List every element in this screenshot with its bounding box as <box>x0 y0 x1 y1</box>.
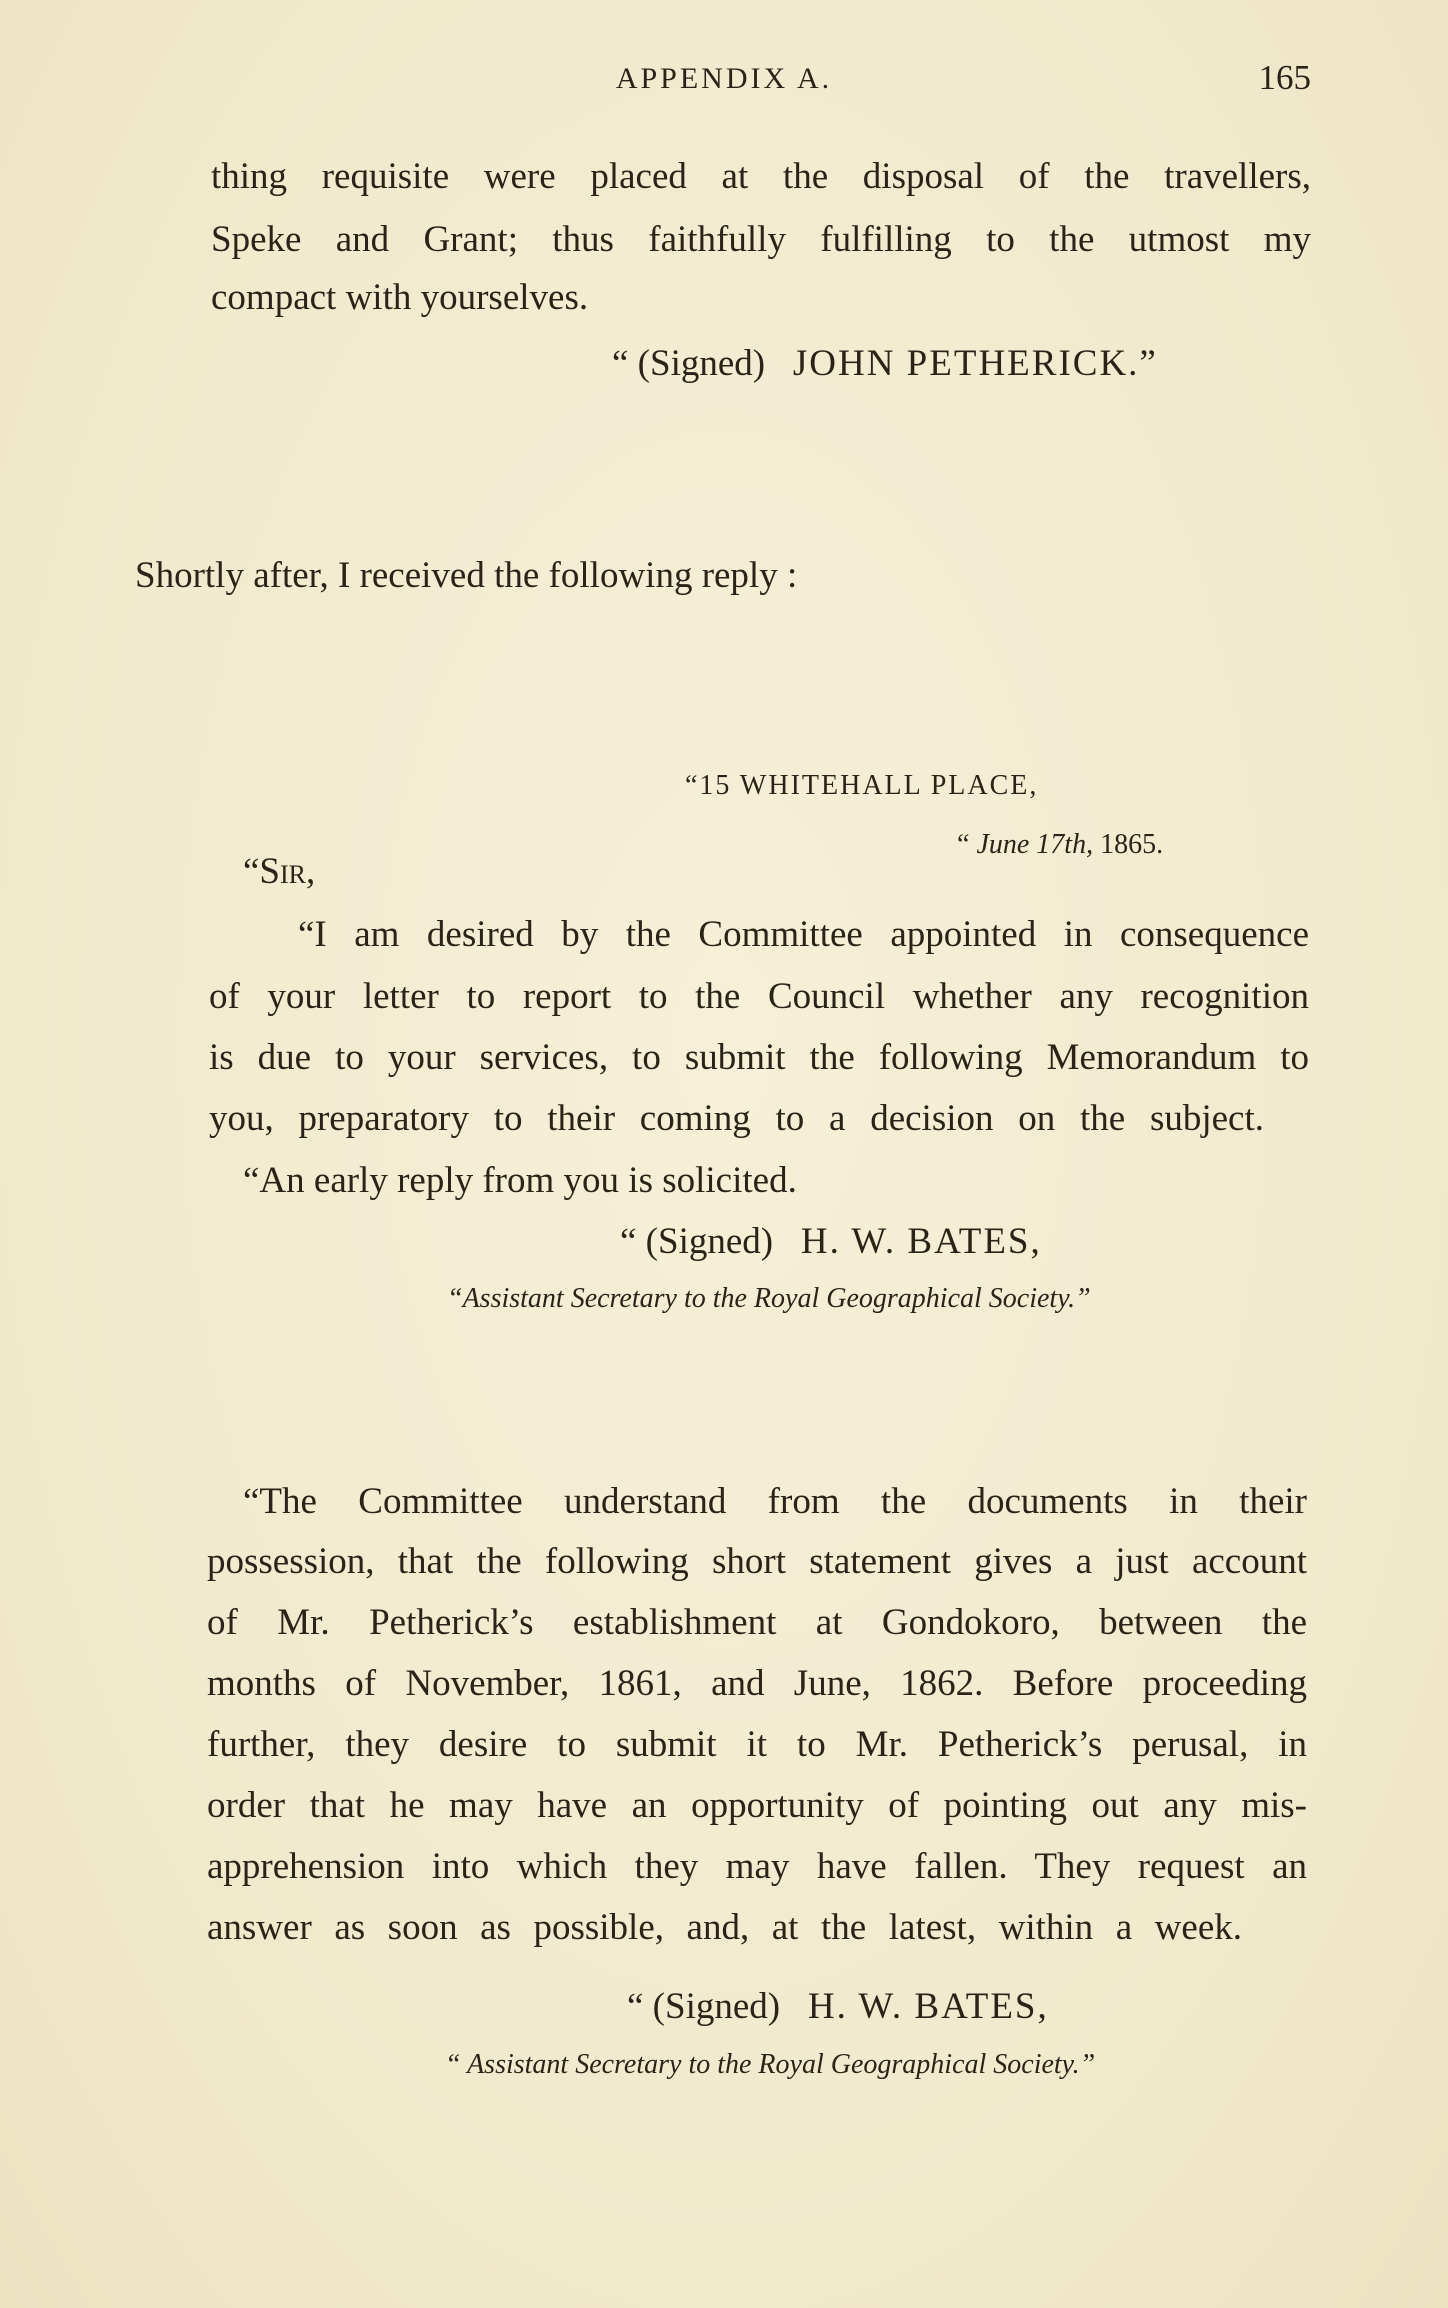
date-year: 1865. <box>1100 829 1164 860</box>
letter-line-3: is due to your services, to submit the following Memorandum to <box>209 1037 1309 1078</box>
block1-signature <box>612 342 1158 386</box>
block1-line-2: Speke and Grant; thus faithfully fulfilling to the utmost my <box>211 219 1311 260</box>
intro-line: Shortly after, I received the following reply : <box>135 555 798 596</box>
letter-line-4: you, preparatory to their coming to a decision on the subject. <box>209 1098 1264 1139</box>
date-prefix: “ <box>957 829 970 860</box>
memo-line-8: answer as soon as possible, and, at the latest, within a week. <box>207 1907 1242 1948</box>
signature-prefix: “ (Signed) <box>627 1986 781 2027</box>
signature-name: JOHN PETHERICK.” <box>792 343 1158 384</box>
memo-line-5: further, they desire to submit it to Mr. Petherick’s perusal, in <box>207 1724 1307 1765</box>
letter-salutation: “Sir, <box>243 851 316 892</box>
letter-line-2: of your letter to report to the Council whether any recognition <box>209 976 1309 1017</box>
letter-request: “An early reply from you is solicited. <box>243 1160 797 1201</box>
memo-line-4: months of November, 1861, and June, 1862. Before proceeding <box>207 1663 1307 1704</box>
signature-prefix: “ (Signed) <box>620 1221 774 1262</box>
letter-line-1: “I am desired by the Committee appointed in consequence <box>298 914 1309 955</box>
memo-line-2: possession, that the following short statement gives a just account <box>207 1541 1307 1582</box>
memo-line-6: order that he may have an opportunity of pointing out any mis- <box>207 1785 1307 1826</box>
memo-signature <box>627 1985 1049 2029</box>
memo-line-1: “The Committee understand from the documents in their <box>243 1481 1307 1522</box>
letter-address: “15 WHITEHALL PLACE, <box>685 770 1039 801</box>
signature-name: H. W. BATES, <box>807 1986 1049 2027</box>
block1-line-3: compact with yourselves. <box>211 277 589 318</box>
memo-line-7: apprehension into which they may have fallen. They request an <box>207 1846 1307 1887</box>
letter-signature-title: “Assistant Secretary to the Royal Geographical Society.” <box>447 1283 1091 1314</box>
running-header: APPENDIX A. <box>615 62 833 95</box>
block1-line-1: thing requisite were placed at the disposal of the travellers, <box>211 156 1311 197</box>
page-number: 165 <box>1258 58 1311 97</box>
letter-date <box>957 823 1163 867</box>
signature-name: H. W. BATES, <box>800 1221 1042 1262</box>
memo-line-3: of Mr. Petherick’s establishment at Gondokoro, between the <box>207 1602 1307 1643</box>
signature-prefix: “ (Signed) <box>612 343 766 384</box>
letter-signature <box>620 1220 1042 1264</box>
memo-signature-title: “ Assistant Secretary to the Royal Geographical Society.” <box>445 2049 1096 2080</box>
date-month: June 17th, <box>976 829 1094 860</box>
